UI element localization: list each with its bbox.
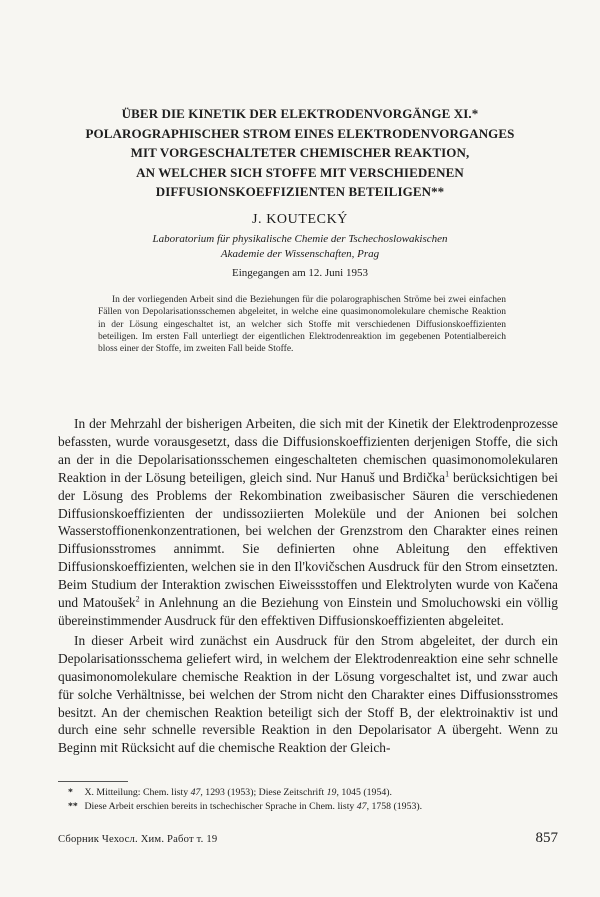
footnote-text: , 1045 (1954). bbox=[336, 787, 392, 798]
footnote-text: Diese Arbeit erschien bereits in tschechischer Sprache in Chem. listy bbox=[84, 801, 357, 812]
paragraph-1-text-a: In der Mehrzahl der bisherigen Arbeiten, die sich mit der Kinetik der Elektrodenprozesse befassten, wurde vorausgesetzt, dass die Diffusionskoeffizienten derjenigen Stoffe, die sich an der in die Depolarisationsschemen eingeschalteten chemischen quasimonomolekularen Reaktion in der Lösung beteiligen, gleich sind. Nur Hanuš und Brdička bbox=[58, 416, 558, 485]
footnote-text: , 1293 (1953); Diese Zeitschrift bbox=[200, 787, 327, 798]
affiliation bbox=[60, 232, 540, 262]
footnote-text: , 1758 (1953). bbox=[366, 801, 423, 812]
page-number: 857 bbox=[535, 830, 558, 846]
affiliation-line-2: Akademie der Wissenschaften, Prag bbox=[220, 248, 380, 260]
abstract: In der vorliegenden Arbeit sind die Beziehungen für die polarographischen Ströme bei zwei einfachen Fällen von Depolarisationsschemen abgeleitet, in welche eine quasimonomolekulare chemische Reaktion in der Lösung eingeschaltet ist, an welcher sich Stoffe mit verschiedenen Diffusionskoeffizienten beteiligen. Im ersten Fall unterliegt der eigentlichen Elektrodenreaktion im gegebenen Potentialbereich bloss einer der Stoffe, im zweiten Fall beide Stoffe. bbox=[98, 295, 506, 355]
reference-mark-1: 1 bbox=[445, 469, 450, 479]
affiliation-line-1: Laboratorium für physikalische Chemie der Tschechoslowakischen bbox=[152, 233, 448, 245]
paragraph-1-text-c: in Anlehnung an die Beziehung von Einstein und Smoluchowski ein völlig übereinstimmender Ausdruck für den effektiven Diffusionskoeffizienten abgeleitet. bbox=[58, 595, 558, 628]
author-name: J. KOUTECKÝ bbox=[251, 212, 349, 227]
body-text bbox=[58, 415, 558, 757]
footnote-text: X. Mitteilung: Chem. listy bbox=[84, 787, 191, 798]
footnotes bbox=[58, 786, 558, 814]
footnote-volume: 19 bbox=[326, 787, 337, 798]
footnote-mark: ** bbox=[68, 801, 78, 812]
paragraph-1 bbox=[58, 415, 558, 630]
footnote-2 bbox=[58, 800, 558, 814]
title-line-5: DIFFUSIONSKOEFFIZIENTEN BETEILIGEN** bbox=[155, 184, 445, 200]
footnote-mark: * bbox=[68, 787, 73, 798]
footnote-1 bbox=[58, 786, 558, 800]
paragraph-2: In dieser Arbeit wird zunächst ein Ausdruck für den Strom abgeleitet, der durch ein Depolarisationsschema geliefert wird, in welchem der Elektrodenreaktion eine sehr schnelle quasimonomolekulare chemische Reaktion in der Lösung vorgeschaltet ist, und zwar auch für solche Verhältnisse, bei welchen der Strom nicht den Charakter eines Diffusionsstromes besitzt. An der chemischen Reaktion beteiligt sich der Stoff B, der elektroinaktiv ist und durch eine sehr schnelle reversible Reaktion in den Depolarisator A übergeht. Wenn zu Beginn mit Rücksicht auf die chemische Reaktion der Gleich- bbox=[58, 632, 558, 756]
title-line-3: MIT VORGESCHALTETER CHEMISCHER REAKTION, bbox=[130, 145, 470, 161]
reference-mark-2: 2 bbox=[135, 594, 140, 604]
footnote-volume: 47 bbox=[190, 787, 201, 798]
page-footer bbox=[58, 830, 558, 847]
footnote-divider bbox=[58, 781, 128, 782]
paragraph-1-text-b: berücksichtigen bei der Lösung des Problems der Rekombination zweibasischer Säuren die verschiedenen Diffusionskoeffizienten der undissoziierten Moleküle und der Anionen bei solchen Wasserstoffionenkonzentrationen, bei welchen der Grenzstrom den Charakter eines reinen Diffusionsstromes annimmt. Sie definierten ohne Ableitung den effektiven Diffusionskoeffizienten, welchen sie in den Il'kovičschen Ausdruck für den Strom einsetzten. Beim Studium der Interaktion zwischen Eiweissstoffen und Elektrolyten wurde von Kačena und Matoušek bbox=[58, 469, 558, 611]
title-line-4: AN WELCHER SICH STOFFE MIT VERSCHIEDENEN bbox=[136, 164, 464, 180]
article-title bbox=[40, 104, 560, 202]
title-line-2: POLAROGRAPHISCHER STROM EINES ELEKTRODENVORGANGES bbox=[85, 125, 515, 141]
journal-name: Сборник Чехосл. Хим. Работ т. 19 bbox=[58, 834, 218, 845]
received-date: Eingegangen am 12. Juni 1953 bbox=[232, 267, 368, 279]
footnote-volume: 47 bbox=[356, 801, 367, 812]
title-line-1: ÜBER DIE KINETIK DER ELEKTRODENVORGÄNGE XI.* bbox=[121, 106, 479, 121]
